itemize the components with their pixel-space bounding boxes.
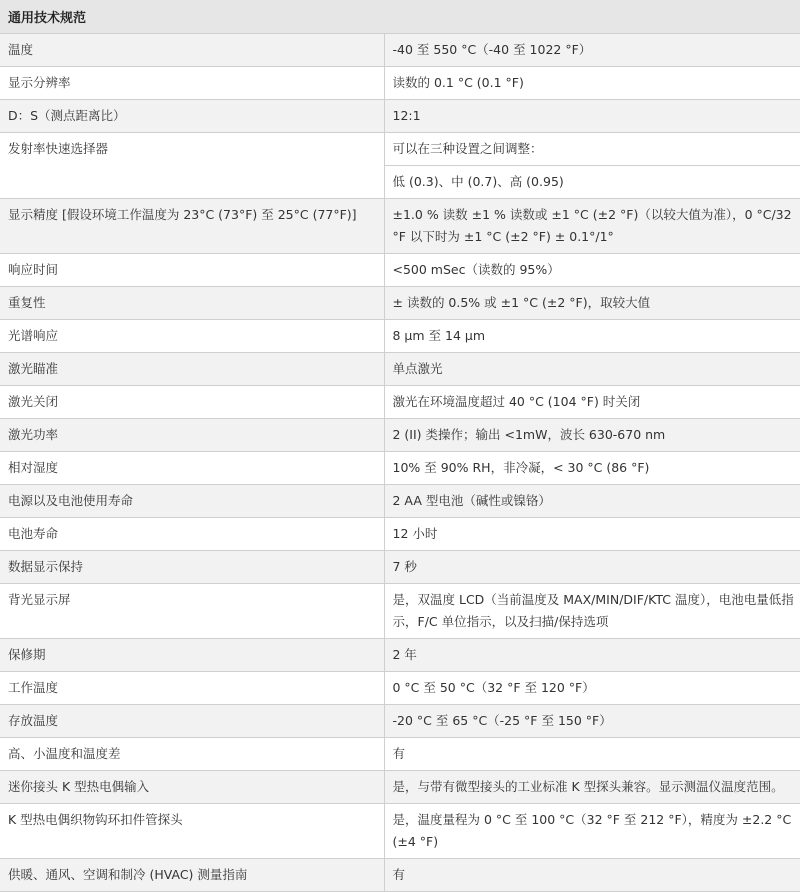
spec-value: 低 (0.3)、中 (0.7)、高 (0.95) xyxy=(384,166,800,199)
table-row xyxy=(0,100,800,133)
spec-label: 供暖、通风、空调和制冷 (HVAC) 测量指南 xyxy=(0,859,384,892)
spec-label: 光谱响应 xyxy=(0,320,384,353)
spec-value: -40 至 550 °C（-40 至 1022 °F） xyxy=(384,34,800,67)
spec-label: 激光瞄准 xyxy=(0,353,384,386)
spec-value: 是，与带有微型接头的工业标准 K 型探头兼容。显示测温仪温度范围。 xyxy=(384,771,800,804)
spec-value: 12 小时 xyxy=(384,518,800,551)
spec-value: 2 AA 型电池（碱性或镍铬） xyxy=(384,485,800,518)
spec-label: 迷你接头 K 型热电偶输入 xyxy=(0,771,384,804)
spec-value: 0 °C 至 50 °C（32 °F 至 120 °F） xyxy=(384,672,800,705)
table-row xyxy=(0,386,800,419)
spec-label: 高、小温度和温度差 xyxy=(0,738,384,771)
spec-value: 2 年 xyxy=(384,639,800,672)
spec-label: 响应时间 xyxy=(0,254,384,287)
spec-label: 激光关闭 xyxy=(0,386,384,419)
spec-value: 激光在环境温度超过 40 °C (104 °F) 时关闭 xyxy=(384,386,800,419)
spec-label: K 型热电偶织物钩环扣件管探头 xyxy=(0,804,384,859)
spec-label: 电源以及电池使用寿命 xyxy=(0,485,384,518)
spec-value: -20 °C 至 65 °C（-25 °F 至 150 °F） xyxy=(384,705,800,738)
table-row xyxy=(0,551,800,584)
spec-value: 8 µm 至 14 µm xyxy=(384,320,800,353)
spec-value: 12:1 xyxy=(384,100,800,133)
spec-label: D：S（测点距离比） xyxy=(0,100,384,133)
spec-label: 保修期 xyxy=(0,639,384,672)
spec-label: 存放温度 xyxy=(0,705,384,738)
table-row xyxy=(0,452,800,485)
spec-label: 激光功率 xyxy=(0,419,384,452)
table-row xyxy=(0,199,800,254)
spec-value: 单点激光 xyxy=(384,353,800,386)
spec-label: 温度 xyxy=(0,34,384,67)
spec-label: 背光显示屏 xyxy=(0,584,384,639)
spec-label: 显示分辨率 xyxy=(0,67,384,100)
table-row xyxy=(0,804,800,859)
table-row xyxy=(0,672,800,705)
spec-value: ±1.0 % 读数 ±1 % 读数或 ±1 °C (±2 °F)（以较大值为准），0 °C/32 °F 以下时为 ±1 °C (±2 °F) ± 0.1°/1° xyxy=(384,199,800,254)
table-row xyxy=(0,353,800,386)
spec-value: <500 mSec（读数的 95%） xyxy=(384,254,800,287)
table-row xyxy=(0,67,800,100)
spec-value: 是，温度量程为 0 °C 至 100 °C（32 °F 至 212 °F），精度为 ±2.2 °C (±4 °F) xyxy=(384,804,800,859)
table-row xyxy=(0,419,800,452)
spec-label: 重复性 xyxy=(0,287,384,320)
table-row xyxy=(0,738,800,771)
spec-value: 10% 至 90% RH，非冷凝，< 30 °C (86 °F) xyxy=(384,452,800,485)
table-header-row xyxy=(0,0,800,34)
spec-label: 数据显示保持 xyxy=(0,551,384,584)
table-row xyxy=(0,518,800,551)
spec-value: 有 xyxy=(384,859,800,892)
table-row xyxy=(0,485,800,518)
table-row xyxy=(0,705,800,738)
spec-label: 显示精度 [假设环境工作温度为 23°C (73°F) 至 25°C (77°F)] xyxy=(0,199,384,254)
table-row xyxy=(0,320,800,353)
spec-value: 有 xyxy=(384,738,800,771)
table-row xyxy=(0,34,800,67)
spec-value: 可以在三种设置之间调整： xyxy=(384,133,800,166)
table-row xyxy=(0,584,800,639)
table-row xyxy=(0,771,800,804)
spec-value: 7 秒 xyxy=(384,551,800,584)
table-row xyxy=(0,639,800,672)
table-row xyxy=(0,254,800,287)
spec-value: ± 读数的 0.5% 或 ±1 °C (±2 °F)，取较大值 xyxy=(384,287,800,320)
table-row xyxy=(0,287,800,320)
spec-label: 发射率快速选择器 xyxy=(0,133,384,199)
spec-label: 电池寿命 xyxy=(0,518,384,551)
spec-value: 2 (II) 类操作；输出 <1mW，波长 630-670 nm xyxy=(384,419,800,452)
spec-value: 读数的 0.1 °C (0.1 °F) xyxy=(384,67,800,100)
table-header: 通用技术规范 xyxy=(0,0,800,34)
spec-label: 工作温度 xyxy=(0,672,384,705)
spec-value: 是，双温度 LCD（当前温度及 MAX/MIN/DIF/KTC 温度），电池电量低指示，F/C 单位指示，以及扫描/保持选项 xyxy=(384,584,800,639)
table-row xyxy=(0,859,800,892)
spec-label: 相对湿度 xyxy=(0,452,384,485)
table-row xyxy=(0,133,800,166)
